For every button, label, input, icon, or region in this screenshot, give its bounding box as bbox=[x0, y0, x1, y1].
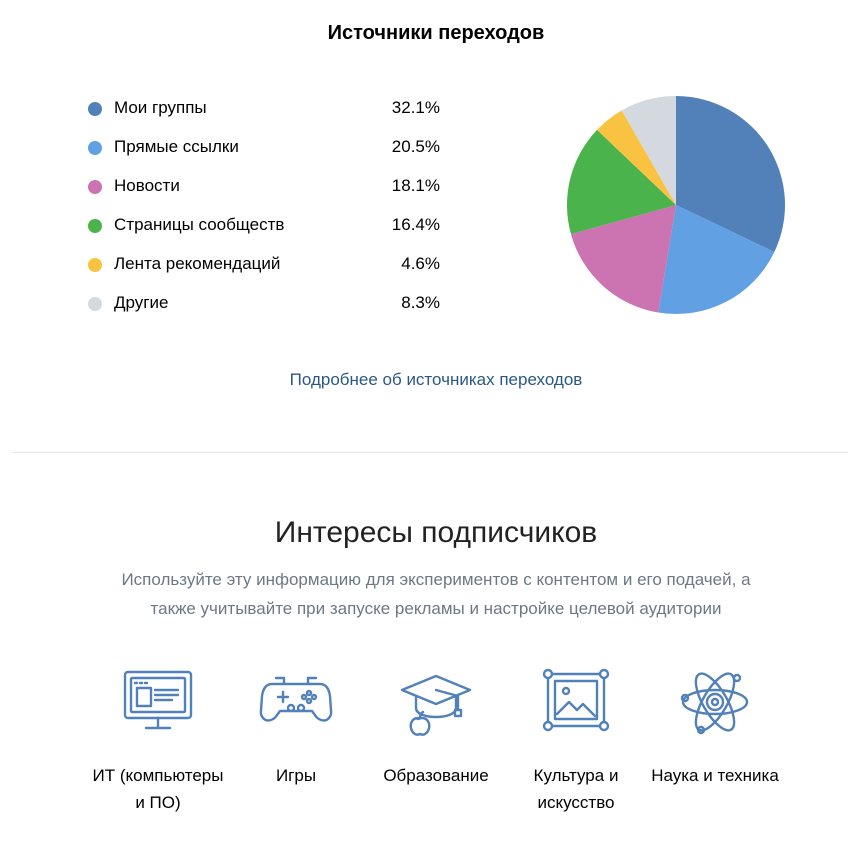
category-label: ИТ (компьютеры и ПО) bbox=[92, 766, 224, 812]
interest-category-education bbox=[366, 664, 506, 789]
legend-value: 8.3% bbox=[401, 293, 440, 312]
legend-value: 18.1% bbox=[391, 176, 440, 195]
legend-item bbox=[88, 213, 440, 252]
legend-item bbox=[88, 96, 440, 135]
legend-color-dot bbox=[88, 219, 102, 233]
category-label: Наука и техника bbox=[651, 766, 779, 785]
legend-value: 4.6% bbox=[401, 254, 440, 273]
legend-item bbox=[88, 174, 440, 213]
legend-value: 16.4% bbox=[391, 215, 440, 234]
picture-frame-icon bbox=[538, 664, 614, 740]
interests-description: Используйте эту информацию для экспериментов с контентом и его подачей, а также учитывайте при запуске рекламы и настройке целевой аудитории bbox=[121, 570, 751, 618]
interest-category-games bbox=[226, 664, 366, 789]
legend-item bbox=[88, 291, 440, 330]
computer-icon bbox=[120, 664, 196, 740]
pie-chart-svg bbox=[566, 95, 786, 315]
legend-label: Другие bbox=[114, 293, 169, 312]
interest-category-science-tech bbox=[645, 664, 785, 789]
chart-legend bbox=[88, 96, 440, 330]
legend-item bbox=[88, 135, 440, 174]
section-divider bbox=[12, 452, 848, 453]
category-label: Игры bbox=[275, 766, 317, 785]
legend-label: Прямые ссылки bbox=[114, 137, 239, 156]
category-label: Образование bbox=[383, 766, 489, 785]
legend-item bbox=[88, 252, 440, 291]
legend-value: 20.5% bbox=[391, 137, 440, 156]
graduation-cap-icon bbox=[398, 664, 474, 740]
traffic-sources-title: Источники переходов bbox=[327, 22, 545, 44]
category-label: Культура и искусство bbox=[533, 766, 619, 812]
legend-color-dot bbox=[88, 258, 102, 272]
interests-title: Интересы подписчиков bbox=[274, 516, 598, 549]
pie-chart bbox=[566, 95, 786, 315]
legend-color-dot bbox=[88, 141, 102, 155]
interest-category-it bbox=[88, 664, 228, 816]
legend-value: 32.1% bbox=[391, 98, 440, 117]
interest-category-culture-art bbox=[506, 664, 646, 816]
gamepad-icon bbox=[258, 664, 334, 740]
traffic-sources-details-link[interactable]: Подробнее об источниках переходов bbox=[289, 370, 583, 389]
legend-color-dot bbox=[88, 297, 102, 311]
legend-color-dot bbox=[88, 102, 102, 116]
legend-label: Новости bbox=[114, 176, 180, 195]
legend-label: Мои группы bbox=[114, 98, 207, 117]
atom-icon bbox=[677, 664, 753, 740]
legend-label: Страницы сообществ bbox=[114, 215, 285, 234]
legend-label: Лента рекомендаций bbox=[114, 254, 281, 273]
legend-color-dot bbox=[88, 180, 102, 194]
